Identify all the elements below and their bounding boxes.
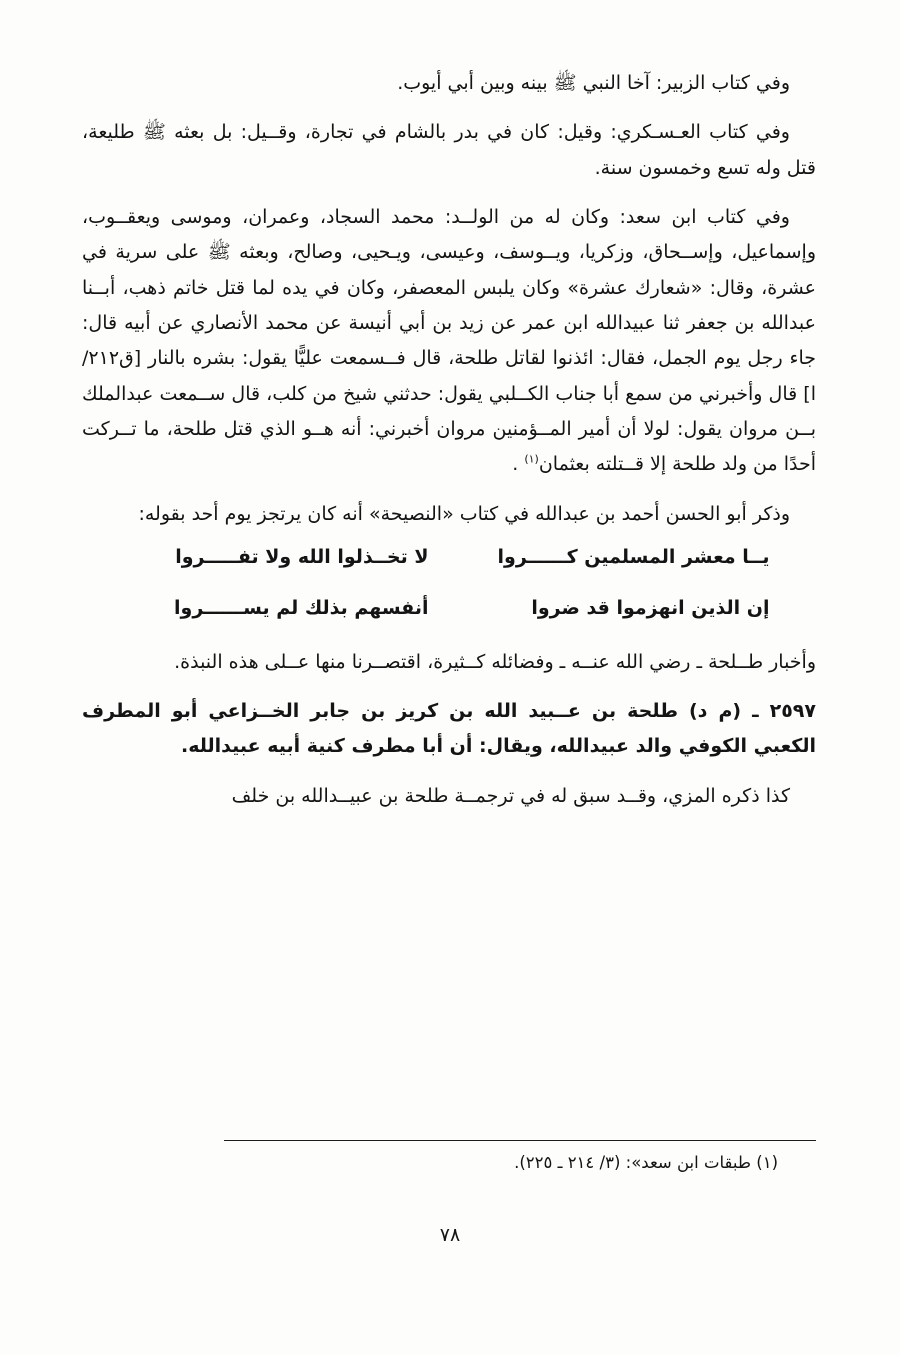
verse-line-1 bbox=[82, 540, 816, 575]
footnote-marker: (١) bbox=[524, 452, 539, 466]
paragraph-akhbar-talha: وأخبار طــلحة ـ رضي الله عنــه ـ وفضائله كــثيرة، اقتصــرنا منها عــلى هذه النبذة. bbox=[174, 650, 816, 673]
hemistich-1b: لا تخــذلوا الله ولا تفـــــروا bbox=[175, 545, 429, 568]
paragraph-ibn-saad-end: . bbox=[512, 453, 525, 476]
paragraph-askari: وفي كتاب العـسـكري: وقيل: كان في بدر بالشام في تجارة، وقــيل: بل بعثه ﷺ طليعة، قتل وله تسع وخمسون سنة. bbox=[82, 121, 816, 179]
hemistich-2a: إن الذين انهزموا قد ضروا bbox=[531, 597, 770, 620]
paragraph-zubayr: وفي كتاب الزبير: آخا النبي ﷺ بينه وبين أبي أيوب. bbox=[397, 72, 790, 94]
paragraph-nasiha-intro: وذكر أبو الحسن أحمد بن عبدالله في كتاب «النصيحة» أنه كان يرتجز يوم أحد بقوله: bbox=[138, 502, 790, 525]
verse-line-2 bbox=[82, 591, 816, 626]
poem bbox=[82, 540, 816, 627]
page-text bbox=[82, 66, 816, 828]
page-number: ٧٨ bbox=[439, 1224, 461, 1246]
hemistich-2b: أنفسهم بذلك لم يســــــروا bbox=[174, 597, 429, 620]
paragraph-ibn-saad-body: وفي كتاب ابن سعد: وكان له من الولــد: محمد السجاد، وعمران، وموسى ويعقــوب، وإسماعيل، وإســحاق، وزكريا، ويــوسف، وعيسى، ويـحيى، وصالح، وبعثه ﷺ على سرية في عشرة، وقال: «شعارك عشرة» وكان يلبس المعصفر، وكان في يده لما قتل خاتم ذهب، أبــنا عبدالله بن جعفر ثنا عبيدالله ابن عمر عن زيد بن أبي أنيسة عن محمد الأنصاري عن أبيه قال: جاء رجل يوم الجمل، فقال: ائذنوا لقاتل طلحة، قال فــسمعت عليًّا يقول: بشره بالنار [ق٢١٢/ا] قال وأخبرني من سمع أبا جناب الكــلبي يقول: حدثني شيخ من كلب، قال ســمعت عبدالملك بــن مروان يقول: لولا أن أمير المــؤمنين مروان أخبرني: أنه هــو الذي قتل طلحة، ما تــركت أحدًا من ولد طلحة إلا قــتلته بعثمان bbox=[82, 205, 816, 476]
paragraph-kadha-dhakarahu: كذا ذكره المزي، وقــد سبق له في ترجمــة طلحة بن عبيــدالله بن خلف bbox=[231, 784, 790, 807]
paragraph-ibn-saad bbox=[82, 200, 816, 483]
footnote-area bbox=[82, 1140, 816, 1176]
footnote: (١) طبقات ابن سعد»: (٣/ ٢١٤ ـ ٢٢٥). bbox=[514, 1153, 778, 1172]
footnote-divider bbox=[224, 1140, 816, 1141]
entry-heading: ٢٥٩٧ ـ (م د) طلحة بن عــبيد الله بن كريز بن جابر الخــزاعي أبو المطرف الكعبي الكوفي والد عبيدالله، ويقال: أن أبا مطرف كنية أبيه عبيدالله. bbox=[82, 699, 816, 758]
hemistich-1a: يــا معشر المسلمين كــــــروا bbox=[497, 545, 770, 568]
